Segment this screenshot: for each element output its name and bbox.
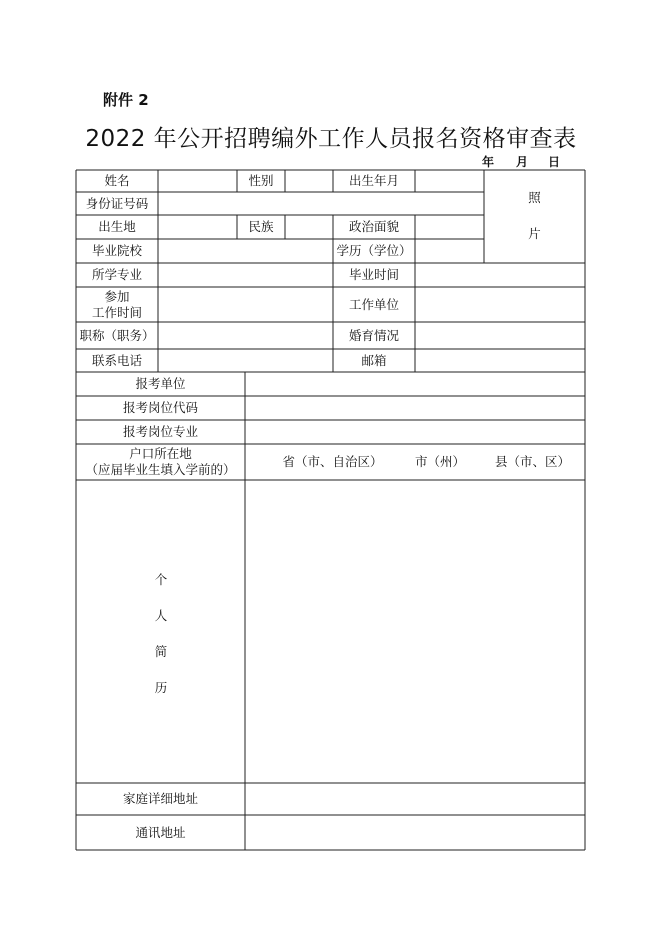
- marital-status-label: 婚育情况: [348, 327, 399, 343]
- position-code-label: 报考岗位代码: [122, 400, 198, 416]
- gender-label: 性别: [248, 173, 274, 189]
- ethnicity-field[interactable]: [285, 215, 333, 239]
- email-field[interactable]: [415, 349, 585, 372]
- photo-label-bottom: 片: [528, 226, 541, 242]
- resume-char-3: 简: [154, 644, 168, 659]
- name-label: 姓名: [104, 173, 130, 189]
- hukou-label: [76, 444, 245, 480]
- political-status-label: 政治面貌: [348, 219, 399, 235]
- graduation-time-label: 毕业时间: [348, 267, 399, 283]
- major-label: 所学专业: [91, 267, 142, 283]
- work-start-field[interactable]: [158, 287, 333, 322]
- birthplace-label: 出生地: [98, 219, 136, 235]
- graduation-time-field[interactable]: [415, 263, 585, 287]
- name-field[interactable]: [158, 170, 237, 192]
- email-label: 邮箱: [361, 352, 387, 368]
- position-major-label: 报考岗位专业: [122, 424, 198, 440]
- photo-label-top: 照: [528, 190, 541, 206]
- id-number-field[interactable]: [158, 192, 484, 215]
- position-major-field[interactable]: [245, 420, 585, 444]
- title-position-label: 职称（职务）: [79, 327, 155, 343]
- resume-field[interactable]: [245, 480, 585, 783]
- marital-status-field[interactable]: [415, 322, 585, 349]
- birthplace-field[interactable]: [158, 215, 237, 239]
- applied-unit-field[interactable]: [245, 372, 585, 396]
- county-label: 县（市、区）: [494, 454, 570, 470]
- education-label: 学历（学位）: [336, 243, 412, 259]
- work-start-label-line1: 参加: [104, 288, 130, 304]
- mailing-address-label: 通讯地址: [135, 824, 186, 840]
- date-day: 日: [548, 155, 561, 169]
- hukou-label-line2: （应届毕业生填入学前的）: [85, 462, 236, 477]
- home-address-field[interactable]: [245, 783, 585, 815]
- major-field[interactable]: [158, 263, 333, 287]
- work-start-label: [76, 287, 158, 322]
- employer-label: 工作单位: [348, 296, 399, 312]
- mailing-address-field[interactable]: [245, 815, 585, 850]
- ethnicity-label: 民族: [248, 219, 274, 235]
- home-address-label: 家庭详细地址: [122, 791, 198, 807]
- resume-char-2: 人: [154, 608, 168, 623]
- applied-unit-label: 报考单位: [135, 376, 186, 392]
- employer-field[interactable]: [415, 287, 585, 322]
- gender-field[interactable]: [285, 170, 333, 192]
- date-month: 月: [516, 155, 529, 169]
- page-title: 2022 年公开招聘编外工作人员报名资格审查表: [85, 126, 577, 152]
- school-field[interactable]: [158, 239, 333, 263]
- province-label: 省（市、自治区）: [282, 454, 383, 470]
- title-position-field[interactable]: [158, 322, 333, 349]
- phone-field[interactable]: [158, 349, 333, 372]
- city-label: 市（州）: [414, 454, 465, 470]
- school-label: 毕业院校: [91, 243, 142, 259]
- education-field[interactable]: [415, 239, 484, 263]
- work-start-label-line2: 工作时间: [91, 304, 142, 320]
- phone-label: 联系电话: [91, 352, 142, 368]
- resume-char-1: 个: [154, 572, 168, 587]
- birth-date-field[interactable]: [415, 170, 484, 192]
- position-code-field[interactable]: [245, 396, 585, 420]
- birth-date-label: 出生年月: [348, 173, 399, 189]
- date-year: 年: [482, 155, 495, 169]
- id-number-label: 身份证号码: [85, 195, 149, 211]
- photo-box[interactable]: [484, 170, 585, 263]
- resume-char-4: 历: [154, 680, 168, 695]
- political-status-field[interactable]: [415, 215, 484, 239]
- hukou-label-line1: 户口所在地: [129, 446, 192, 462]
- attachment-label: 附件 2: [103, 91, 149, 109]
